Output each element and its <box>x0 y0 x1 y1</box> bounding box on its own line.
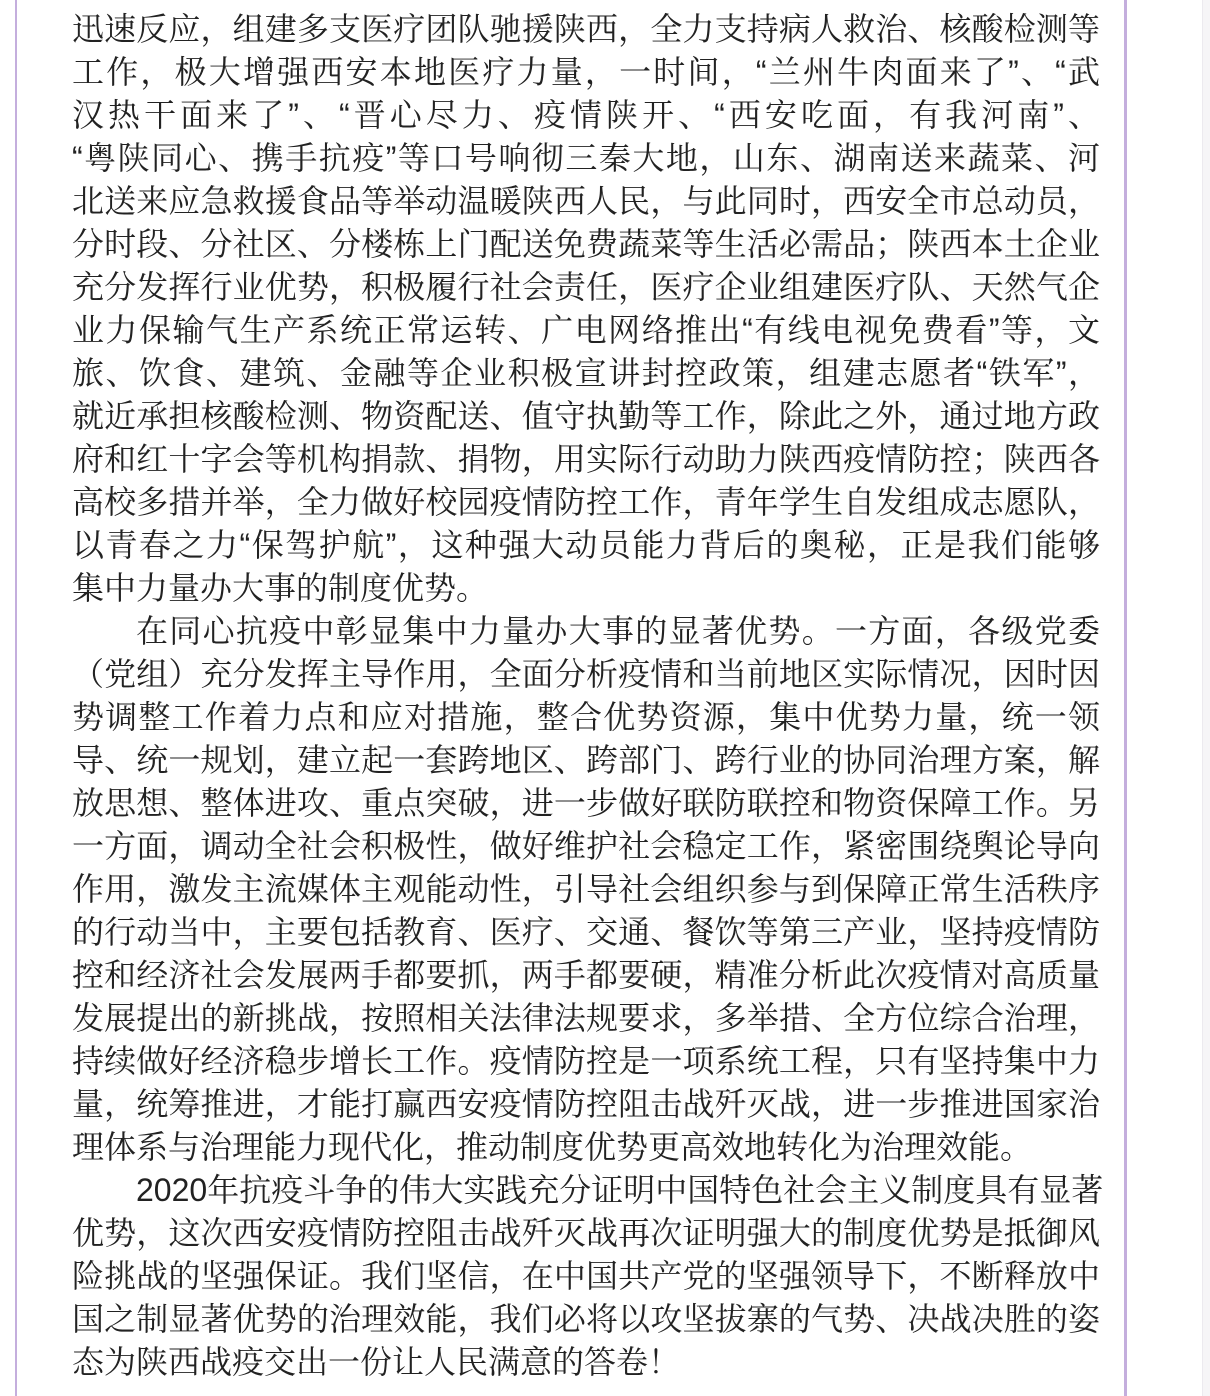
right-border-line <box>1124 0 1127 1396</box>
window-edge <box>1202 0 1210 1396</box>
text-line: 势调整工作着力点和应对措施，整合优势资源，集中优势力量，统一领 <box>72 699 1100 735</box>
text-line: 充分发挥行业优势，积极履行社会责任，医疗企业组建医疗队、天然气企 <box>72 269 1100 305</box>
text-line: 在同心抗疫中彰显集中力量办大事的显著优势。一方面，各级党委 <box>136 613 1100 649</box>
text-line: 集中力量办大事的制度优势。 <box>72 570 489 606</box>
text-line: 迅速反应，组建多支医疗团队驰援陕西，全力支持病人救治、核酸检测等 <box>72 11 1100 47</box>
text-line: 以青春之力“保驾护航”，这种强大动员能力背后的奥秘，正是我们能够 <box>72 527 1100 563</box>
paragraph <box>72 8 1100 610</box>
text-line: 险挑战的坚强保证。我们坚信，在中国共产党的坚强领导下，不断释放中 <box>72 1258 1100 1294</box>
text-line: 持续做好经济稳步增长工作。疫情防控是一项系统工程，只有坚持集中力 <box>72 1043 1100 1079</box>
text-line: 业力保输气生产系统正常运转、广电网络推出“有线电视免费看”等，文 <box>72 312 1100 348</box>
text-line: 高校多措并举，全力做好校园疫情防控工作，青年学生自发组成志愿队， <box>72 484 1100 520</box>
text-line: 分时段、分社区、分楼栋上门配送免费蔬菜等生活必需品；陕西本土企业 <box>72 226 1100 262</box>
text-line: （党组）充分发挥主导作用，全面分析疫情和当前地区实际情况，因时因 <box>72 656 1100 692</box>
paragraph <box>72 1169 1104 1384</box>
text-line: 优势，这次西安疫情防控阻击战歼灭战再次证明强大的制度优势是抵御风 <box>72 1215 1100 1251</box>
text-line: 2020年抗疫斗争的伟大实践充分证明中国特色社会主义制度具有显著 <box>136 1172 1104 1208</box>
left-border-line <box>15 0 17 1396</box>
text-line: 发展提出的新挑战，按照相关法律法规要求，多举措、全方位综合治理， <box>72 1000 1100 1036</box>
text-line: 汉热干面来了”、“晋心尽力、疫情陕开、“西安吃面，有我河南”、 <box>72 97 1100 133</box>
text-line: 作用，激发主流媒体主观能动性，引导社会组织参与到保障正常生活秩序 <box>72 871 1100 907</box>
text-line: “粤陕同心、携手抗疫”等口号响彻三秦大地，山东、湖南送来蔬菜、河 <box>72 140 1100 176</box>
text-line: 旅、饮食、建筑、金融等企业积极宣讲封控政策，组建志愿者“铁军”， <box>72 355 1100 391</box>
text-line: 理体系与治理能力现代化，推动制度优势更高效地转化为治理效能。 <box>72 1129 1033 1165</box>
text-line: 控和经济社会发展两手都要抓，两手都要硬，精准分析此次疫情对高质量 <box>72 957 1100 993</box>
text-line: 国之制显著优势的治理效能，我们必将以攻坚拔寨的气势、决战决胜的姿 <box>72 1301 1100 1337</box>
text-line: 北送来应急救援食品等举动温暖陕西人民，与此同时，西安全市总动员， <box>72 183 1100 219</box>
text-line: 工作，极大增强西安本地医疗力量，一时间，“兰州牛肉面来了”、“武 <box>72 54 1100 90</box>
paragraph <box>72 610 1100 1169</box>
text-line: 一方面，调动全社会积极性，做好维护社会稳定工作，紧密围绕舆论导向 <box>72 828 1100 864</box>
text-line: 态为陕西战疫交出一份让人民满意的答卷！ <box>72 1344 681 1380</box>
text-line: 的行动当中，主要包括教育、医疗、交通、餐饮等第三产业，坚持疫情防 <box>72 914 1100 950</box>
text-line: 导、统一规划，建立起一套跨地区、跨部门、跨行业的协同治理方案，解 <box>72 742 1100 778</box>
text-line: 府和红十字会等机构捐款、捐物，用实际行动助力陕西疫情防控；陕西各 <box>72 441 1100 477</box>
text-line: 就近承担核酸检测、物资配送、值守执勤等工作，除此之外，通过地方政 <box>72 398 1100 434</box>
text-line: 放思想、整体进攻、重点突破，进一步做好联防联控和物资保障工作。另 <box>72 785 1100 821</box>
document-text <box>72 8 1104 1384</box>
text-line: 量，统筹推进，才能打赢西安疫情防控阻击战歼灭战，进一步推进国家治 <box>72 1086 1100 1122</box>
